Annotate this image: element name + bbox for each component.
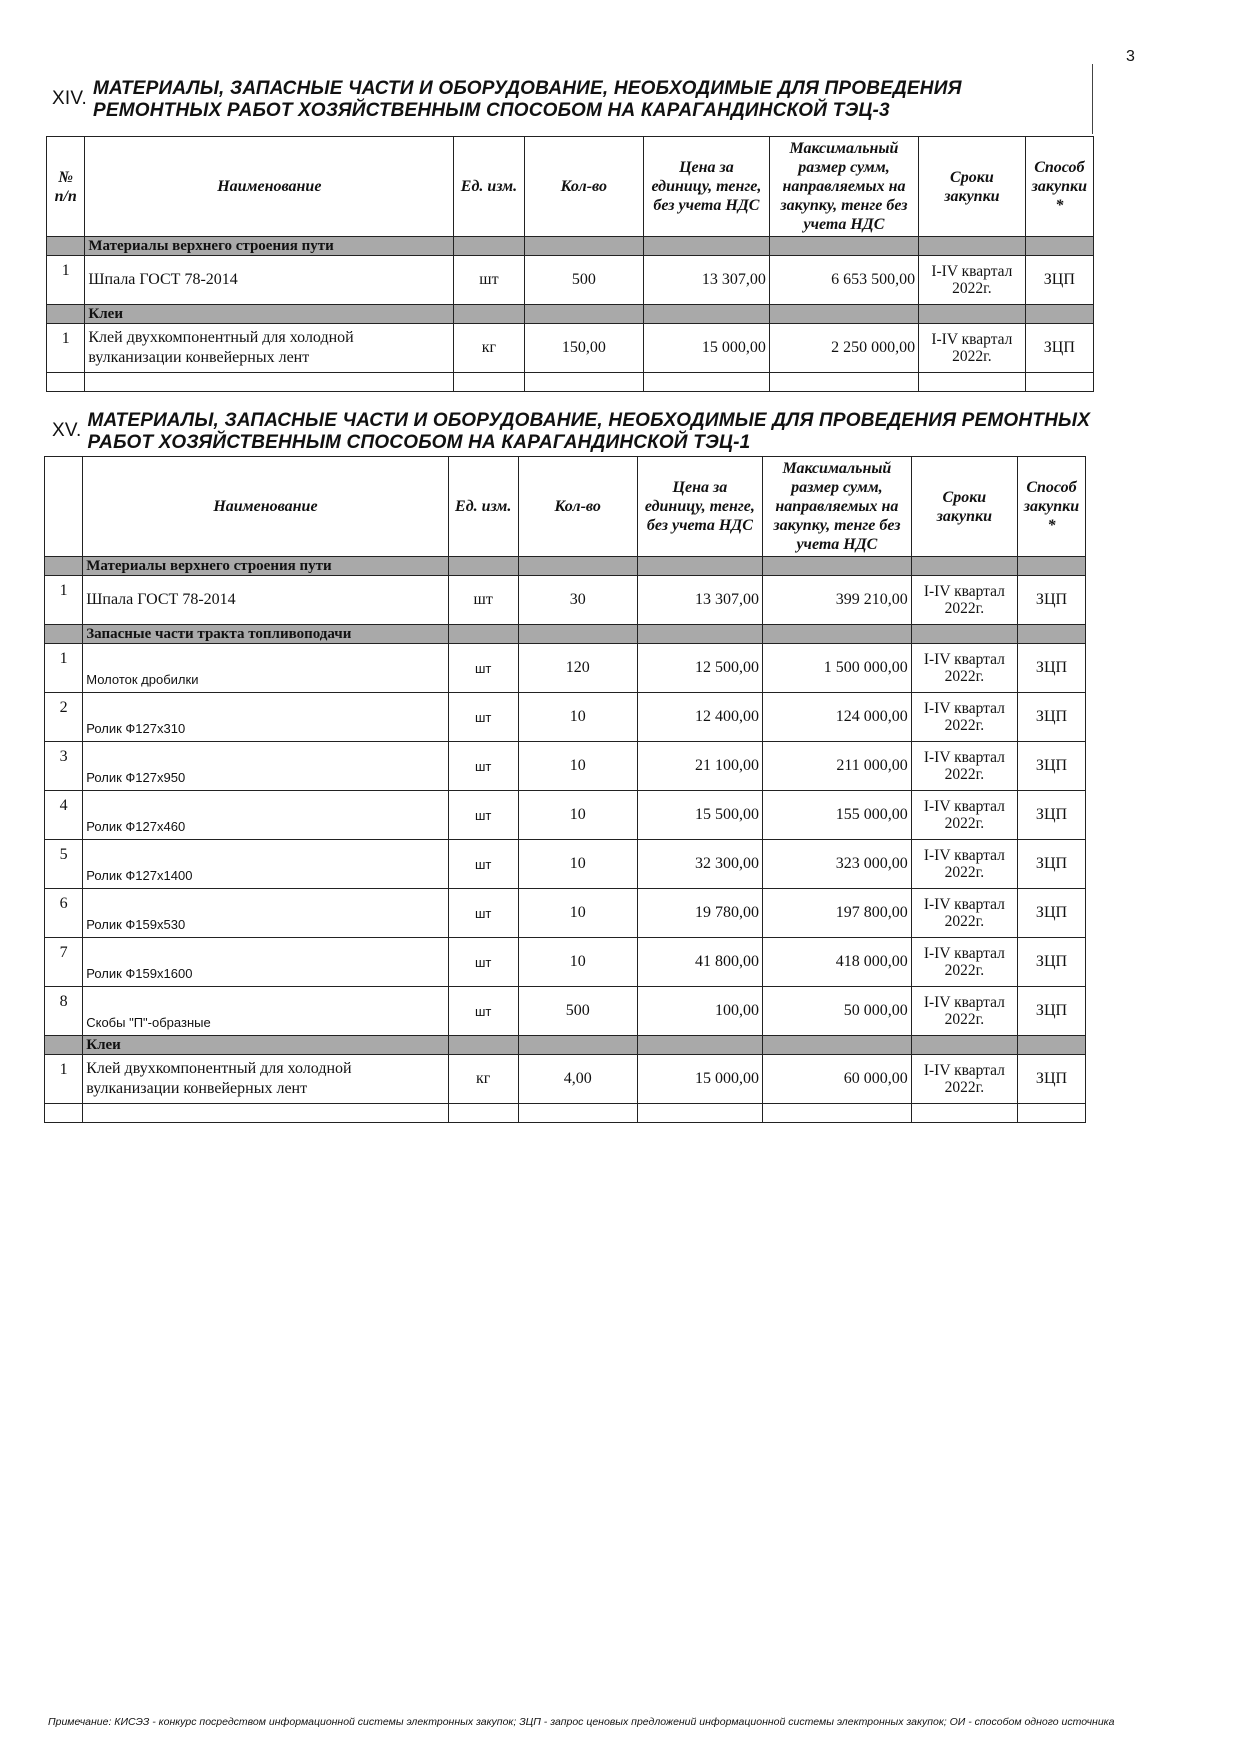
item-name: Ролик Ф159х1600 (83, 938, 448, 987)
group-num-cell (47, 305, 85, 324)
group-empty-cell (919, 237, 1026, 256)
item-unit: шт (454, 256, 524, 305)
item-qty: 150,00 (524, 324, 643, 373)
group-empty-cell (637, 557, 762, 576)
empty-cell (83, 1104, 448, 1123)
header-price: Цена за единицу, тенге, без учета НДС (644, 137, 770, 237)
header-total: Максимальный размер сумм, направляемых на закупку, тенге без учета НДС (769, 137, 918, 237)
group-empty-cell (911, 557, 1017, 576)
item-qty: 120 (518, 644, 637, 693)
group-empty-cell (448, 557, 518, 576)
item-unit: кг (454, 324, 524, 373)
item-term: I-IV квартал 2022г. (911, 693, 1017, 742)
row-number: 1 (45, 1055, 83, 1104)
header-method: Способ закупки * (1025, 137, 1093, 237)
section-xiv-table (46, 136, 1094, 392)
item-qty: 500 (524, 256, 643, 305)
header-unit: Ед. изм. (454, 137, 524, 237)
item-total: 323 000,00 (763, 840, 912, 889)
group-empty-cell (448, 625, 518, 644)
empty-cell (769, 373, 918, 392)
group-empty-cell (644, 305, 770, 324)
section-title-text: МАТЕРИАЛЫ, ЗАПАСНЫЕ ЧАСТИ И ОБОРУДОВАНИЕ, НЕОБХОДИМЫЕ ДЛЯ ПРОВЕДЕНИЯ РЕМОНТНЫХ РАБОТ ХОЗЯЙСТВЕННЫМ СПОСОБОМ НА КАРАГАНДИНСКОЙ ТЭЦ-1 (87, 410, 1091, 453)
group-empty-cell (911, 1036, 1017, 1055)
item-name: Ролик Ф127х460 (83, 791, 448, 840)
item-name: Клей двухкомпонентный для холодной вулканизации конвейерных лент (83, 1055, 448, 1104)
group-empty-cell (454, 305, 524, 324)
group-header-row (45, 1036, 1086, 1055)
table-header-row (47, 137, 1094, 237)
table-row (45, 742, 1086, 791)
header-num: № п/п (47, 137, 85, 237)
group-header-row (45, 625, 1086, 644)
item-price: 13 307,00 (637, 576, 762, 625)
item-name: Молоток дробилки (83, 644, 448, 693)
item-total: 155 000,00 (763, 791, 912, 840)
group-empty-cell (911, 625, 1017, 644)
section-xv-table (44, 456, 1086, 1123)
table-row (45, 791, 1086, 840)
table-row (45, 644, 1086, 693)
group-empty-cell (763, 625, 912, 644)
item-qty: 10 (518, 840, 637, 889)
empty-cell (518, 1104, 637, 1123)
group-empty-cell (524, 305, 643, 324)
item-unit: шт (448, 791, 518, 840)
group-empty-cell (518, 1036, 637, 1055)
group-empty-cell (524, 237, 643, 256)
item-method: ЗЦП (1025, 324, 1093, 373)
item-total: 197 800,00 (763, 889, 912, 938)
item-term: I-IV квартал 2022г. (911, 644, 1017, 693)
group-empty-cell (518, 625, 637, 644)
group-label: Материалы верхнего строения пути (85, 237, 454, 256)
item-total: 1 500 000,00 (763, 644, 912, 693)
item-name: Ролик Ф127х950 (83, 742, 448, 791)
section-title-text: МАТЕРИАЛЫ, ЗАПАСНЫЕ ЧАСТИ И ОБОРУДОВАНИЕ, НЕОБХОДИМЫЕ ДЛЯ ПРОВЕДЕНИЯ РЕМОНТНЫХ РАБОТ ХОЗЯЙСТВЕННЫМ СПОСОБОМ НА КАРАГАНДИНСКОЙ ТЭЦ-3 (92, 78, 962, 121)
section-number: XV. (52, 420, 82, 441)
row-number: 6 (45, 889, 83, 938)
item-method: ЗЦП (1017, 840, 1085, 889)
item-method: ЗЦП (1017, 889, 1085, 938)
row-number: 1 (47, 256, 85, 305)
item-qty: 10 (518, 889, 637, 938)
table-row (45, 889, 1086, 938)
header-method: Способ закупки * (1017, 457, 1085, 557)
table-row (47, 324, 1094, 373)
header-name: Наименование (85, 137, 454, 237)
header-term: Сроки закупки (919, 137, 1026, 237)
item-method: ЗЦП (1017, 791, 1085, 840)
item-term: I-IV квартал 2022г. (911, 1055, 1017, 1104)
group-empty-cell (769, 237, 918, 256)
empty-cell (1017, 1104, 1085, 1123)
item-unit: шт (448, 693, 518, 742)
item-method: ЗЦП (1017, 644, 1085, 693)
group-header-row (47, 305, 1094, 324)
group-empty-cell (1017, 625, 1085, 644)
group-num-cell (47, 237, 85, 256)
empty-cell (454, 373, 524, 392)
item-unit: шт (448, 987, 518, 1036)
item-qty: 500 (518, 987, 637, 1036)
header-name: Наименование (83, 457, 448, 557)
item-price: 100,00 (637, 987, 762, 1036)
empty-cell (911, 1104, 1017, 1123)
row-number: 8 (45, 987, 83, 1036)
empty-cell (448, 1104, 518, 1123)
row-number: 7 (45, 938, 83, 987)
table-row (45, 1055, 1086, 1104)
header-term: Сроки закупки (911, 457, 1017, 557)
table-row (45, 693, 1086, 742)
item-name: Шпала ГОСТ 78-2014 (83, 576, 448, 625)
table-header-row (45, 457, 1086, 557)
item-term: I-IV квартал 2022г. (919, 256, 1026, 305)
group-empty-cell (763, 557, 912, 576)
item-total: 418 000,00 (763, 938, 912, 987)
group-empty-cell (518, 557, 637, 576)
item-term: I-IV квартал 2022г. (911, 791, 1017, 840)
group-empty-cell (454, 237, 524, 256)
item-unit: кг (448, 1055, 518, 1104)
item-unit: шт (448, 644, 518, 693)
group-empty-cell (919, 305, 1026, 324)
item-name: Ролик Ф127х1400 (83, 840, 448, 889)
section-xv-title (52, 410, 1092, 454)
item-unit: шт (448, 840, 518, 889)
item-term: I-IV квартал 2022г. (911, 742, 1017, 791)
item-price: 15 000,00 (644, 324, 770, 373)
item-name: Клей двухкомпонентный для холодной вулканизации конвейерных лент (85, 324, 454, 373)
item-name: Скобы "П"-образные (83, 987, 448, 1036)
item-total: 50 000,00 (763, 987, 912, 1036)
empty-cell (1025, 373, 1093, 392)
group-empty-cell (763, 1036, 912, 1055)
item-price: 13 307,00 (644, 256, 770, 305)
item-price: 12 400,00 (637, 693, 762, 742)
item-term: I-IV квартал 2022г. (911, 938, 1017, 987)
group-empty-cell (637, 1036, 762, 1055)
row-number: 1 (45, 644, 83, 693)
group-label: Материалы верхнего строения пути (83, 557, 448, 576)
item-total: 211 000,00 (763, 742, 912, 791)
row-number: 4 (45, 791, 83, 840)
item-method: ЗЦП (1017, 987, 1085, 1036)
table-row (45, 938, 1086, 987)
item-term: I-IV квартал 2022г. (911, 840, 1017, 889)
section-xv-body (45, 557, 1086, 1123)
group-empty-cell (448, 1036, 518, 1055)
row-number: 5 (45, 840, 83, 889)
item-total: 399 210,00 (763, 576, 912, 625)
group-label: Клеи (85, 305, 454, 324)
group-num-cell (45, 1036, 83, 1055)
empty-cell (524, 373, 643, 392)
frame-line (1092, 64, 1093, 134)
empty-row (47, 373, 1094, 392)
group-empty-cell (1017, 557, 1085, 576)
empty-cell (644, 373, 770, 392)
item-price: 19 780,00 (637, 889, 762, 938)
item-price: 41 800,00 (637, 938, 762, 987)
row-number: 3 (45, 742, 83, 791)
section-xiv-body (47, 237, 1094, 392)
section-xiv-title (52, 78, 1092, 122)
item-total: 2 250 000,00 (769, 324, 918, 373)
item-method: ЗЦП (1025, 256, 1093, 305)
group-num-cell (45, 557, 83, 576)
table-row (45, 987, 1086, 1036)
item-unit: шт (448, 576, 518, 625)
group-label: Клеи (83, 1036, 448, 1055)
header-price: Цена за единицу, тенге, без учета НДС (637, 457, 762, 557)
header-qty: Кол-во (524, 137, 643, 237)
empty-cell (919, 373, 1026, 392)
section-number: XIV. (52, 88, 87, 109)
item-name: Ролик Ф127х310 (83, 693, 448, 742)
row-number: 2 (45, 693, 83, 742)
item-price: 15 500,00 (637, 791, 762, 840)
item-price: 12 500,00 (637, 644, 762, 693)
table-row (45, 840, 1086, 889)
empty-cell (45, 1104, 83, 1123)
table-row (45, 576, 1086, 625)
item-unit: шт (448, 742, 518, 791)
item-qty: 4,00 (518, 1055, 637, 1104)
group-header-row (45, 557, 1086, 576)
empty-cell (85, 373, 454, 392)
item-name: Ролик Ф159х530 (83, 889, 448, 938)
item-price: 32 300,00 (637, 840, 762, 889)
item-price: 15 000,00 (637, 1055, 762, 1104)
item-total: 6 653 500,00 (769, 256, 918, 305)
group-empty-cell (1025, 305, 1093, 324)
item-qty: 10 (518, 742, 637, 791)
item-qty: 30 (518, 576, 637, 625)
item-method: ЗЦП (1017, 576, 1085, 625)
group-num-cell (45, 625, 83, 644)
group-empty-cell (769, 305, 918, 324)
table-row (47, 256, 1094, 305)
item-term: I-IV квартал 2022г. (919, 324, 1026, 373)
header-unit: Ед. изм. (448, 457, 518, 557)
group-empty-cell (644, 237, 770, 256)
item-qty: 10 (518, 938, 637, 987)
group-empty-cell (637, 625, 762, 644)
header-qty: Кол-во (518, 457, 637, 557)
item-qty: 10 (518, 791, 637, 840)
item-qty: 10 (518, 693, 637, 742)
row-number: 1 (45, 576, 83, 625)
item-term: I-IV квартал 2022г. (911, 576, 1017, 625)
item-method: ЗЦП (1017, 938, 1085, 987)
empty-cell (47, 373, 85, 392)
footnote: Примечание: КИСЭЗ - конкурс посредством информационной системы электронных закупок; ЗЦП - запрос ценовых предложений информационной системы электронных закупок; ОИ - способом одного источника (48, 1716, 1115, 1728)
item-name: Шпала ГОСТ 78-2014 (85, 256, 454, 305)
item-unit: шт (448, 938, 518, 987)
empty-row (45, 1104, 1086, 1123)
item-term: I-IV квартал 2022г. (911, 889, 1017, 938)
empty-cell (637, 1104, 762, 1123)
row-number: 1 (47, 324, 85, 373)
item-unit: шт (448, 889, 518, 938)
empty-cell (763, 1104, 912, 1123)
item-price: 21 100,00 (637, 742, 762, 791)
item-method: ЗЦП (1017, 1055, 1085, 1104)
group-empty-cell (1025, 237, 1093, 256)
group-empty-cell (1017, 1036, 1085, 1055)
group-label: Запасные части тракта топливоподачи (83, 625, 448, 644)
header-total: Максимальный размер сумм, направляемых на закупку, тенге без учета НДС (763, 457, 912, 557)
item-method: ЗЦП (1017, 742, 1085, 791)
group-header-row (47, 237, 1094, 256)
header-num-empty (45, 457, 83, 557)
page-number: 3 (1126, 48, 1135, 65)
item-total: 60 000,00 (763, 1055, 912, 1104)
item-method: ЗЦП (1017, 693, 1085, 742)
item-term: I-IV квартал 2022г. (911, 987, 1017, 1036)
item-total: 124 000,00 (763, 693, 912, 742)
